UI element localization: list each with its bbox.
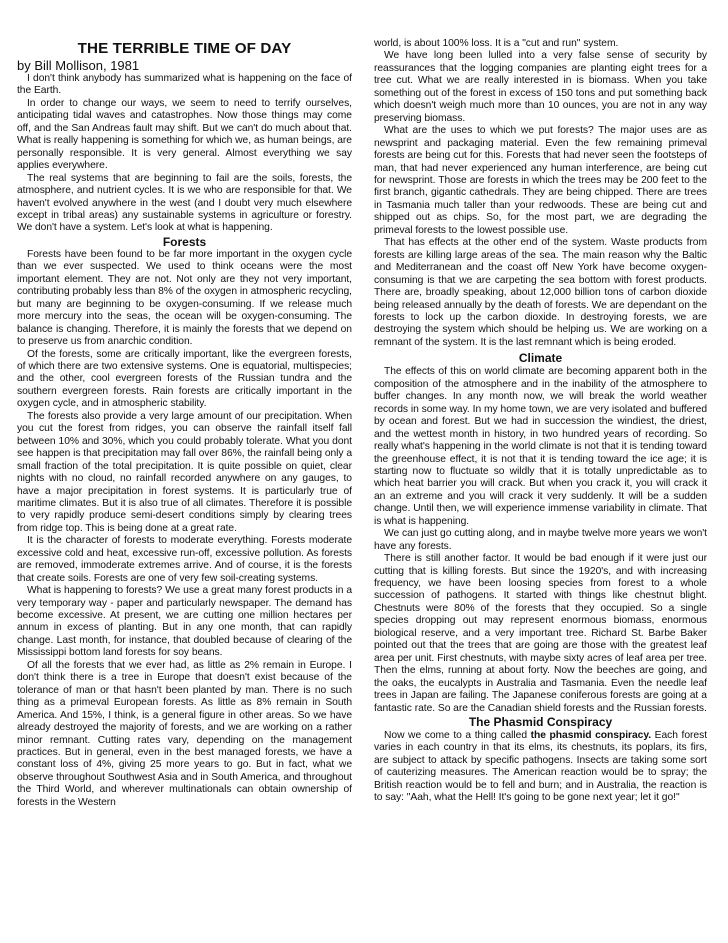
paragraph: What are the uses to which we put forests? The major uses are as newsprint and packaging material. Even the few remaining primeval forests are being cut for this. Forests that had never seen the footsteps of man, that had never experienced any human interference, are being cut for newsprint. Those are forests in which the trees may be 200 feet to the first branch, gigantic cathedrals. They are being chipped. There are trees in Tasmania much taller than your redwoods. These are being cut and shipped out as chips. So, for the most part, we are degrading the primeval forests to the lowest possible use. — [374, 125, 707, 236]
paragraph: It is the character of forests to moderate everything. Forests moderate excessive cold and heat, excessive run-off, excessive pollution. As forests are removed, immoderate extremes arrive. And of course, it is the forests that create soils. Forests are one of very few soil-creating systems. — [17, 535, 352, 584]
left-column — [17, 38, 352, 943]
article-byline: by Bill Mollison, 1981 — [17, 58, 140, 73]
paragraph: Of all the forests that we ever had, as little as 2% remain in Europe. I don't think there is a tree in Europe that doesn't exist because of the tolerance of man or that hasn't been planted by man. There is no such thing as a primeval European forests. As little as 8% remain in South America. And 15%, I think, is a general figure in other areas. So we have already destroyed the majority of forests, and we are working on a rather minor remnant. Cutting rates vary, depending on the management practices. But in general, even in the best managed forests, we have a constant loss of 4%, giving 25 more years to go. But in fact, what we observe throughout Southwest Asia and in South America, and throughout the Third World, and wherever multinationals can obtain ownership of forests in the Western — [17, 659, 352, 808]
section-heading: Climate — [518, 351, 563, 366]
emphasized-text: the phasmid conspiracy. — [530, 730, 652, 742]
paragraph-text: Each forest varies in each country in that its elms, its chestnuts, its poplars, its firs, are subject to attack by specific pathogens. Insects are taking some sort of cauterizing measures. The American reaction would be to spray; the British reaction would be to fell and burn; and in Australia, the reaction is to say: "Aah, what the Hell! It's going to be gone next year; let it go!" — [374, 730, 708, 804]
paragraph: The forests also provide a very large amount of our precipitation. When you cut the forest from ridges, you can observe the rainfall itself fall between 10% and 30%, which you could probably tolerate. What you dont see happen is that precipitation may fall over 86%, the rainfall being only a small fraction of the total precipitation. It is quite possible on quiet, clear nights with no cloud, no rainfall recorded anywhere on any gauges, to have a major precipitation in forest systems. It is particularly true of maritime climates. But it is also true of all climates. Therefore it is possible to very rapidly produce semi-desert conditions simply by clearing trees from ridge top. This is being done at a great rate. — [17, 410, 353, 534]
paragraph: We have long been lulled into a very false sense of security by reassurances that the logging companies are planting eight trees for a tree cut. What we are really interested in is biomass. When you take something out of the forest in excess of 150 tons and put something back which doesn't weigh much more than 10 ounces, you are not in any way preserving biomass. — [374, 50, 707, 124]
paragraph: Of the forests, some are critically important, like the evergreen forests, of which there are two extensive systems. One is equatorial, multispecies; and the other, cool evergreen forests of the Russian tundra and the southern evergreen forests. Rain forests are critically important in the oxygen cycle, and in atmospheric stability. — [17, 348, 352, 410]
paragraph — [374, 730, 707, 805]
right-column — [374, 38, 707, 943]
section-heading: The Phasmid Conspiracy — [468, 715, 613, 730]
paragraph: world, is about 100% loss. It is a "cut and run" system. — [374, 38, 619, 49]
paragraph: What is happening to forests? We use a great many forest products in a very temporary way - paper and particularly newspaper. The demand has become excessive. At present, we are cutting one million hectares per annum in excess of planting. But in any one month, that can rapidly change. Last month, for instance, that doubled because of clearing of the Mississippi bottom land forests for soy beans. — [17, 585, 352, 659]
paragraph: We can just go cutting along, and in maybe twelve more years we won't have any forests. — [374, 528, 707, 552]
paragraph: The real systems that are beginning to fail are the soils, forests, the atmosphere, and nutrient cycles. It is we who are responsible for that. We haven't evolved anywhere in the west (and I doubt very much elsewhere except in tribal areas) any sustainable systems in agriculture or forestry. We don't have a system. Let's look at what is happening. — [17, 172, 352, 234]
paragraph: Forests have been found to be far more important in the oxygen cycle than we ever suspected. We used to think oceans were the most important element. They are not. Not only are they not very important, contributing probably less than 8% of the oxygen in atmospheric recycling, but many are beginning to be oxygen-consuming. If we release much more mercury into the seas, the ocean will be oxygen-consuming. The balance is changing. Therefore, it is mainly the forests that we depend on to preserve us from anarchic condition. — [17, 248, 352, 348]
paragraph: I don't think anybody has summarized what is happening on the face of the Earth. — [17, 73, 352, 97]
paragraph: There is still another factor. It would be bad enough if it were just our cutting that is killing forests. But since the 1920's, and with increasing frequency, we have been loosing species from forest to a whole succession of pathogens. It started with things like chestnut blight. Chestnuts were 80% of the forests that they occupied. So a single species dropping out may represent enormous biomass, enormous biological reserve, and a very important tree. Richard St. Barbe Baker pointed out that the trees that are going are those with the greatest leaf area per unit. First chestnuts, with maybe sixty acres of leaf area per tree. Then the elms, running at about forty. Now the beeches are going, and the oaks, the eucalypts in Australia and Tasmania. Even the needle leaf trees in Japan are failing. The Japanese coniferous forests are going at a fantastic rate. So are the Canadian shield forests and the Russian forests. — [374, 553, 707, 714]
paragraph-text: Now we come to a thing called — [384, 730, 531, 742]
article-title: THE TERRIBLE TIME OF DAY — [77, 40, 292, 57]
paragraph: The effects of this on world climate are becoming apparent both in the composition of the atmosphere and in the inability of the atmosphere to buffer changes. In any month now, we will break the world weather records in some way. In my home town, we are very isolated and buffered by ocean and forest. But we had in succession the windiest, the driest, and the wettest month in history, in two hundred years of recording. So really what's happening in the world climate is not that it is tending toward the greenhouse effect, it is not that it is tending toward the ice age; it is starting now to fluctuate so wildly that it is totally unpredictable as to which heat barrier you will crack. But when you crack it, you will crack it an an extreme and you will crack it very suddenly. It will be a sudden change. Until then, we will experience immense variability in climate. That is what is happening. — [374, 366, 707, 527]
section-heading: Forests — [162, 234, 207, 249]
paragraph: That has effects at the other end of the system. Waste products from forests are killing large areas of the sea. The main reason why the Baltic and Mediterranean and the coast off New York have become oxygen-consuming is that we are carpeting the sea bottom with forest products. There are, broadly speaking, about 12,000 billion tons of carbon dioxide being released annually by the death of forests. We are dependant on the forests to lock up the carbon dioxide. In destroying forests, we are destroying the system which should be helping us. We are working on a remnant of the system. It is the last remnant which is being eroded. — [374, 237, 707, 348]
paragraph: In order to change our ways, we seem to need to terrify ourselves, anticipating tidal waves and catastrophes. Now those things may come off, and the San Andreas fault may shift. But we can't do much about that. What is really happening is something for which we, as human beings, are personally responsible. It is very general. Almost everything we say applies everywhere. — [17, 97, 352, 172]
